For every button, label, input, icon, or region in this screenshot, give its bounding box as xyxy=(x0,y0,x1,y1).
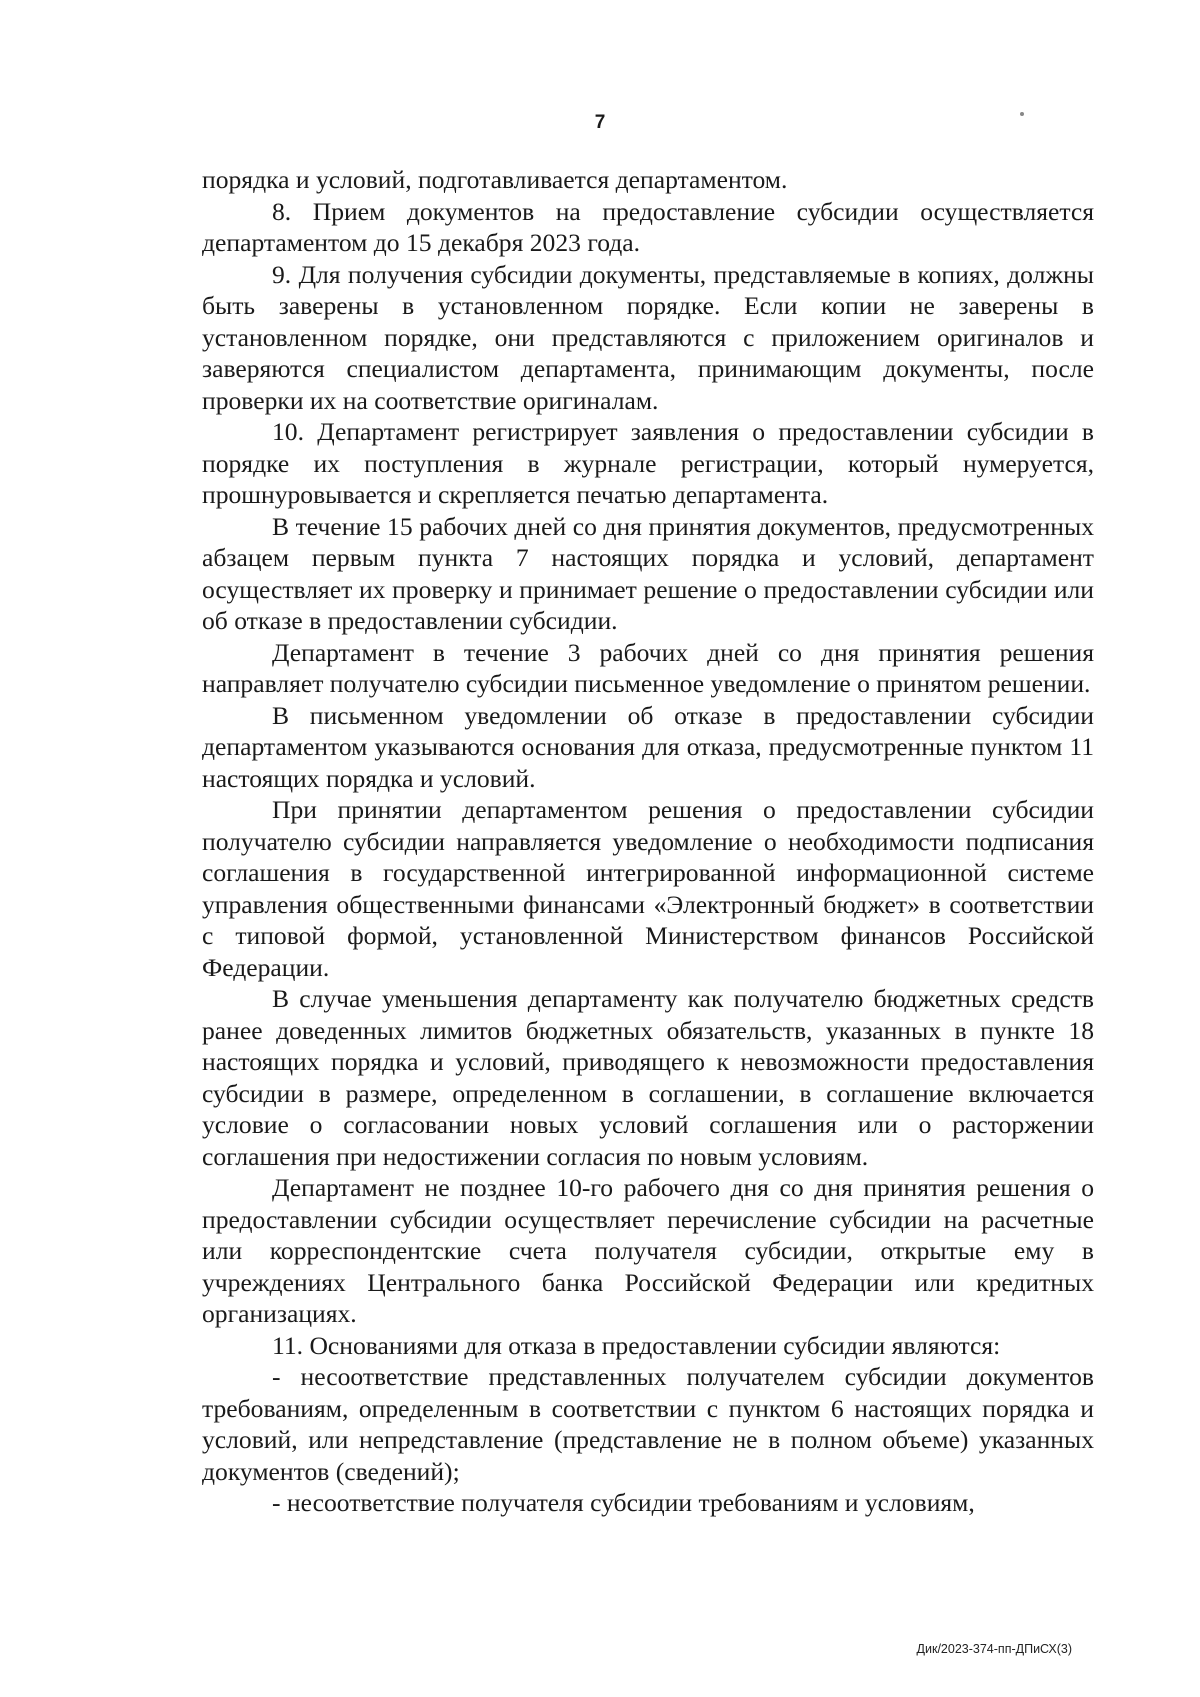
paragraph-item-11: 11. Основаниями для отказа в предоставлении субсидии являются: xyxy=(272,1330,1001,1360)
paragraph-1: порядка и условий, подготавливается департаментом. xyxy=(202,165,788,194)
page-number: 7 xyxy=(594,112,606,133)
paragraph-refusal-grounds: В письменном уведомлении об отказе в предоставлении субсидии департаментом указываются основания для отказа, предусмотренные пунктом 11 настоящих порядка и условий. xyxy=(202,700,1094,793)
paragraph-agreement: При принятии департаментом решения о предоставлении субсидии получателю субсидии направляется уведомление о необходимости подписания соглашения в государственной интегрированной информационной системе управления общественными финансами «Электронный бюджет» в соответствии с типовой формой, установленной Министерством финансов Российской Федерации. xyxy=(202,795,1094,982)
paragraph-notification: Департамент в течение 3 рабочих дней со дня принятия решения направляет получателю субсидии письменное уведомление о принятом решении. xyxy=(202,637,1094,698)
paragraph-item-9: 9. Для получения субсидии документы, представляемые в копиях, должны быть заверены в установленном порядке. Если копии не заверены в установленном порядке, они представляются с приложением оригиналов и заверяются специалистом департамента, принимающим документы, после проверки их на соответствие оригиналам. xyxy=(202,259,1094,415)
document-code: Дик/2023-374-пп-ДПиСХ(3) xyxy=(916,1642,1072,1656)
document-body xyxy=(202,164,1094,1519)
list-item-documents-mismatch: - несоответствие представленных получателем субсидии документов требованиям, определенным в соответствии с пунктом 6 настоящих порядка и условий, или непредставление (представление не в полном объеме) указанных документов (сведений); xyxy=(202,1362,1094,1486)
paragraph-limits-reduction: В случае уменьшения департаменту как получателю бюджетных средств ранее доведенных лимитов бюджетных обязательств, указанных в пункте 18 настоящих порядка и условий, приводящего к невозможности предоставления субсидии в размере, определенном в соглашении, в соглашение включается условие о согласовании новых условий соглашения или о расторжении соглашения при недостижении согласия по новым условиям. xyxy=(202,984,1094,1171)
paragraph-review-period: В течение 15 рабочих дней со дня принятия документов, предусмотренных абзацем первым пункта 7 настоящих порядка и условий, департамент осуществляет их проверку и принимает решение о предоставлении субсидии или об отказе в предоставлении субсидии. xyxy=(202,511,1094,635)
paragraph-transfer: Департамент не позднее 10-го рабочего дня со дня принятия решения о предоставлении субсидии осуществляет перечисление субсидии на расчетные или корреспондентские счета получателя субсидии, открытые ему в учреждениях Центрального банка Российской Федерации или кредитных организациях. xyxy=(202,1173,1094,1328)
paragraph-item-10: 10. Департамент регистрирует заявления о предоставлении субсидии в порядке их поступления в журнале регистрации, который нумеруется, прошнуровывается и скрепляется печатью департамента. xyxy=(202,417,1094,509)
paragraph-item-8: 8. Прием документов на предоставление субсидии осуществляется департаментом до 15 декабря 2023 года. xyxy=(202,196,1094,257)
list-item-recipient-mismatch: - несоответствие получателя субсидии требованиям и условиям, xyxy=(272,1488,975,1517)
